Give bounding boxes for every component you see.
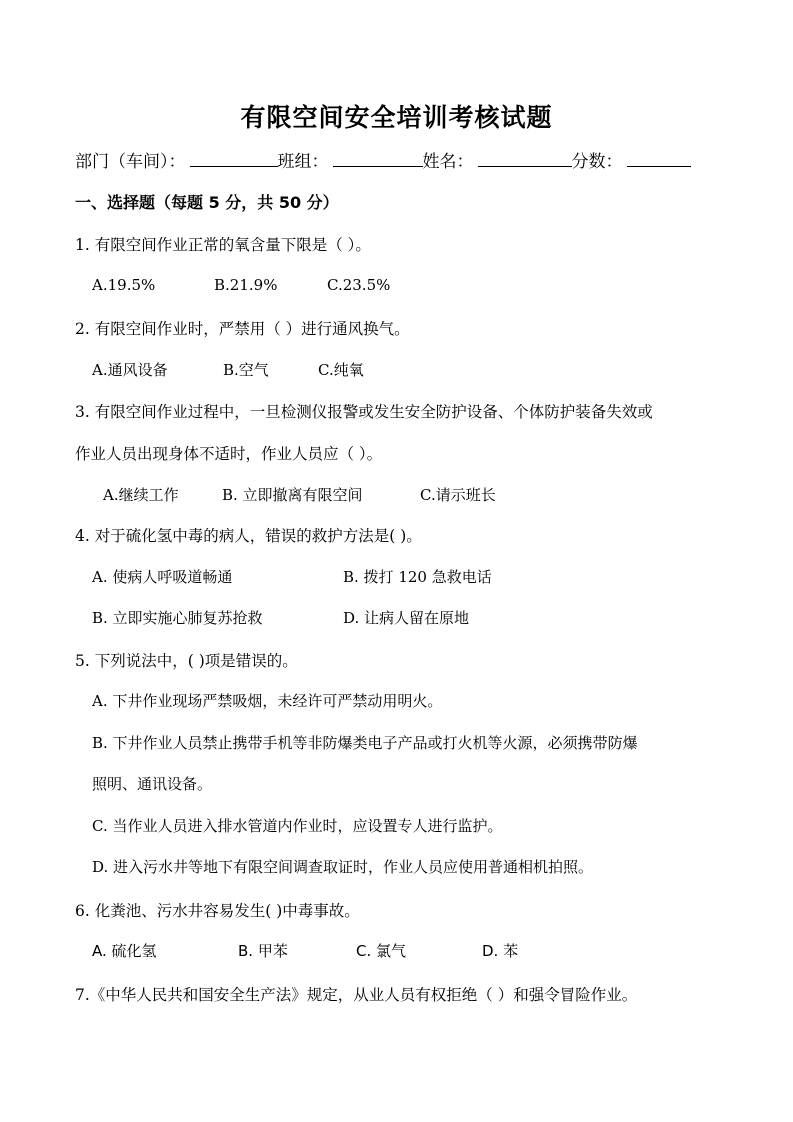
- q3-option-b: B. 立即撤离有限空间: [222, 486, 363, 504]
- q6-option-d: D. 苯: [482, 942, 519, 960]
- q5-option-b: B. 下井作业人员禁止携带手机等非防爆类电子产品或打火机等火源，必须携带防爆: [92, 734, 638, 752]
- score-blank[interactable]: [627, 146, 691, 167]
- q4-option-d: D. 让病人留在原地: [343, 609, 470, 627]
- team-blank[interactable]: [333, 146, 423, 167]
- name-label: 姓名：: [422, 152, 474, 172]
- header-fields: [75, 146, 691, 172]
- team-label: 班组：: [277, 152, 329, 172]
- q4-option-b: B. 拨打 120 急救电话: [343, 568, 492, 586]
- q6-option-a: A. 硫化氢: [92, 942, 157, 960]
- question-6-stem: 6. 化粪池、污水井容易发生( )中毒事故。: [75, 902, 360, 920]
- page-title: 有限空间安全培训考核试题: [240, 103, 553, 132]
- q2-option-b: B.空气: [223, 361, 269, 379]
- q2-option-a: A.通风设备: [92, 361, 168, 379]
- score-label: 分数：: [571, 152, 623, 172]
- q1-option-c: C.23.5%: [327, 276, 391, 294]
- section-heading: 一、选择题（每题 5 分，共 50 分）: [75, 193, 339, 212]
- q6-option-b: B. 甲苯: [238, 942, 288, 960]
- q1-option-a: A.19.5%: [92, 276, 156, 294]
- question-2-stem: 2. 有限空间作业时，严禁用（ ）进行通风换气。: [75, 320, 410, 338]
- dept-blank[interactable]: [190, 146, 278, 167]
- q1-option-b: B.21.9%: [214, 276, 278, 294]
- question-3-stem-cont: 作业人员出现身体不适时，作业人员应（ ）。: [75, 445, 383, 463]
- question-5-stem: 5. 下列说法中，( )项是错误的。: [75, 652, 298, 670]
- q5-option-d: D. 进入污水井等地下有限空间调查取证时，作业人员应使用普通相机拍照。: [92, 858, 594, 876]
- q5-option-b-cont: 照明、通讯设备。: [92, 775, 213, 793]
- question-1-stem: 1. 有限空间作业正常的氧含量下限是（ ）。: [75, 236, 371, 254]
- q3-option-c: C.请示班长: [420, 486, 496, 504]
- question-7-stem: 7.《中华人民共和国安全生产法》规定，从业人员有权拒绝（ ）和强令冒险作业。: [75, 986, 638, 1004]
- question-3-stem: 3. 有限空间作业过程中，一旦检测仪报警或发生安全防护设备、个体防护装备失效或: [75, 403, 653, 421]
- q4-option-a: A. 使病人呼吸道畅通: [92, 568, 233, 586]
- q5-option-a: A. 下井作业现场严禁吸烟，未经许可严禁动用明火。: [92, 692, 443, 710]
- dept-label: 部门（车间）：: [75, 152, 186, 172]
- q6-option-c: C. 氯气: [356, 942, 407, 960]
- q5-option-c: C. 当作业人员进入排水管道内作业时，应设置专人进行监护。: [92, 817, 503, 835]
- q3-option-a: A.继续工作: [103, 486, 179, 504]
- q4-option-c: B. 立即实施心肺复苏抢救: [92, 609, 263, 627]
- name-blank[interactable]: [478, 146, 572, 167]
- q2-option-c: C.纯氧: [318, 361, 364, 379]
- question-4-stem: 4. 对于硫化氢中毒的病人，错误的救护方法是( )。: [75, 527, 422, 545]
